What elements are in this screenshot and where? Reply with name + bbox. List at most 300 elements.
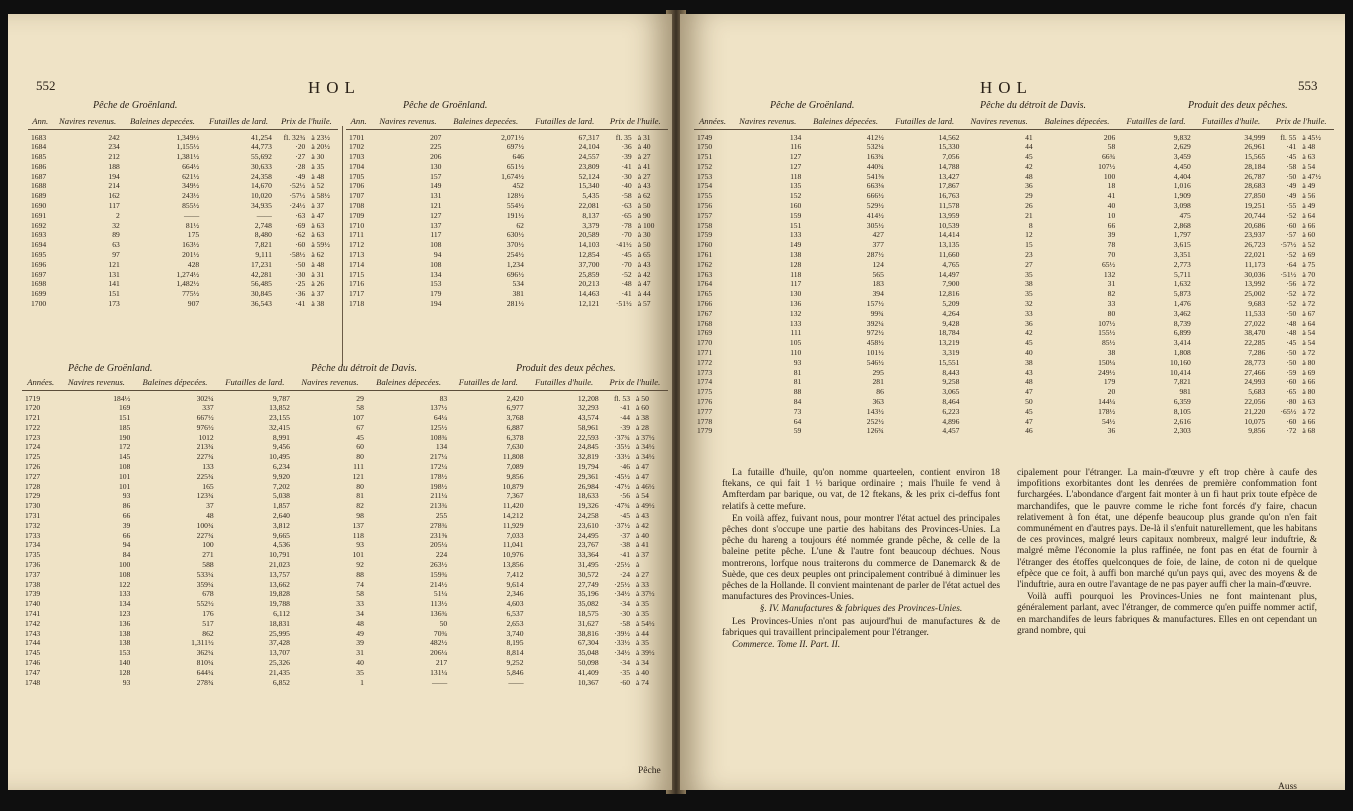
table-cell: à 64 [1302, 318, 1316, 328]
table-cell: 227¾ [196, 452, 214, 462]
table-cell: ·27 [295, 152, 306, 162]
paragraph: La futaille d'huile, qu'on nomme quarteelen, contient environ 18 ftekans, ce qui fait 1 ½ barique ordinaire ; mais l'huile fe vend à Amfterdam par barique, ou vat, de 12 ftekans, & les prix ci-deffus font relatifs à cette mefure. [722, 468, 1000, 512]
table-cell: ·40 [621, 181, 632, 191]
table-cell: 666½ [866, 191, 884, 201]
table-cell: ·49 [1286, 181, 1297, 191]
table-row [346, 270, 668, 280]
table-cell: 38 [1025, 357, 1033, 367]
table-cell: à 40 [636, 530, 649, 540]
year-cell: 1757 [697, 210, 713, 220]
table-cell: 21 [1025, 210, 1033, 220]
table-cell: 907 [187, 299, 200, 309]
table-cell: à 49 [1302, 201, 1316, 211]
year-cell: 1762 [697, 259, 713, 269]
table-cell: ·34½ [614, 589, 630, 599]
table-cell: 58 [356, 589, 364, 599]
table-cell: 151 [789, 220, 802, 230]
table-cell: à 27 [637, 152, 651, 162]
year-cell: 1740 [25, 599, 41, 609]
table-cell: ·50 [1286, 171, 1297, 181]
table-row [694, 230, 1334, 240]
paragraph: En voilà affez, fuivant nous, pour montrer l'état actuel des principales pêches dont s'occupe une partie des habitans des Provinces-Unies. La pêche du hareng a toujours été nommée grande pêche, & celle de la baleine petite pêche. L'une & l'autre font beaucoup déchues. Nous montrerons, lorfque nous traiterons du commerce de Danemarck & de Suède, que ces deux peuples ont principalement contribué à diminuer les pêches de la Hollande. Il convient maintenant de parler de l'état actuel des manufactures des Provinces-Unies. [722, 513, 1000, 603]
table-cell: 252½ [866, 416, 884, 426]
col-header: Navires revenus. [59, 378, 133, 390]
table-cell: ·58 [621, 191, 632, 201]
table-cell: 11,041 [502, 540, 524, 550]
table-cell: 278¾ [196, 677, 214, 687]
table-cell: 630½ [506, 230, 524, 240]
table-row [346, 142, 668, 152]
table-cell: ·60 [1286, 220, 1297, 230]
table-row [22, 619, 668, 629]
year-cell: 1706 [349, 181, 365, 191]
table-cell: 108 [430, 240, 442, 250]
table-cell: à 35 [311, 161, 325, 171]
year-cell: 1688 [31, 181, 47, 191]
table-cell: 13,707 [269, 648, 290, 658]
year-cell: 1765 [697, 289, 713, 299]
table-cell: 81 [356, 491, 364, 501]
table-cell: 7,900 [942, 279, 960, 289]
table-cell: 117 [430, 230, 442, 240]
table-cell: à 44 [636, 628, 649, 638]
table-cell: 13,959 [938, 210, 960, 220]
table-cell: à 72 [1302, 406, 1316, 416]
table-row [22, 609, 668, 619]
table-cell: 271 [202, 550, 214, 560]
table-cell: 349½ [182, 181, 200, 191]
table-cell: ·58 [619, 618, 630, 628]
year-cell: 1756 [697, 201, 713, 211]
table-cell: ·36 [621, 142, 632, 152]
table-cell: 82 [1107, 289, 1116, 299]
table-cell: ·80 [1286, 397, 1297, 407]
table-cell: 62 [516, 220, 524, 230]
table-cell: à 34½ [636, 452, 655, 462]
table-cell: ·49 [1286, 191, 1297, 201]
table-row [22, 599, 668, 609]
table-cell: ·33½ [614, 452, 630, 462]
year-cell: 1713 [349, 250, 365, 260]
table-cell: à 34½ [636, 442, 655, 452]
table-cell: 428 [187, 259, 200, 269]
table-cell: 27,850 [1244, 191, 1266, 201]
year-cell: 1773 [697, 367, 713, 377]
table-cell: à 47 [636, 462, 649, 472]
table-cell: 1,381½ [176, 152, 200, 162]
table-cell: 40 [1107, 201, 1116, 211]
table-cell: 27,022 [1244, 318, 1266, 328]
table-cell: 11,808 [502, 452, 524, 462]
table-cell: 32 [112, 220, 120, 230]
table-cell: 14,212 [502, 511, 524, 521]
year-cell: 1745 [25, 648, 41, 658]
table-cell: 13,757 [269, 569, 290, 579]
year-cell: 1768 [697, 318, 713, 328]
table-cell: ·52 [1286, 250, 1297, 260]
table-cell: 33 [356, 599, 364, 609]
table-cell: 136 [789, 299, 802, 309]
running-head: HOL [308, 78, 361, 97]
table-cell: 475 [1179, 210, 1191, 220]
table-cell: 118 [790, 269, 802, 279]
table-cell: 144¼ [1098, 397, 1116, 407]
table-cell: 153 [430, 279, 442, 289]
table-cell: 976½ [196, 422, 214, 432]
table-cell: 58 [356, 403, 364, 413]
table-cell: à 30 [311, 152, 325, 162]
table-cell: 43,574 [577, 413, 599, 423]
table-row [28, 152, 338, 162]
table-cell: 31 [356, 648, 364, 658]
year-cell: 1692 [31, 220, 47, 230]
table-cell: 22,593 [577, 432, 599, 442]
table-cell: 67 [356, 422, 364, 432]
col-header: Baleines dépecées. [367, 378, 450, 390]
table-row [28, 191, 338, 201]
table-cell: 44 [1025, 142, 1033, 152]
table-cell: 36 [1107, 426, 1116, 436]
table-row [694, 152, 1334, 162]
table-cell: ·51½ [1280, 269, 1297, 279]
table-cell: à 37½ [636, 432, 655, 442]
table-cell: ·35 [619, 667, 630, 677]
table-cell: 188 [108, 161, 120, 171]
table-row [28, 162, 338, 172]
table-row [22, 433, 668, 443]
col-header: Futailles de lard. [202, 117, 275, 129]
table-cell: 29 [1025, 191, 1033, 201]
table-cell: fl. 55 [1280, 132, 1297, 142]
table-cell: ·41 [619, 550, 630, 560]
table-cell: 9,614 [506, 579, 524, 589]
table-cell: 100¾ [196, 520, 214, 530]
whaling-table-1683-1700 [28, 117, 338, 309]
table-cell: 541⅜ [866, 171, 884, 181]
table-cell: 24,993 [1244, 377, 1266, 387]
table-cell: ·58 [1286, 161, 1297, 171]
table-row [28, 240, 338, 250]
table-cell: 100 [1103, 171, 1116, 181]
year-cell: 1778 [697, 416, 713, 426]
table-cell: 41 [1025, 132, 1033, 142]
table-cell: ·56 [619, 491, 630, 501]
year-cell: 1709 [349, 210, 365, 220]
table-cell: 124 [872, 259, 884, 269]
year-cell: 1775 [697, 387, 713, 397]
table-cell: 17,867 [938, 181, 960, 191]
year-cell: 1741 [25, 609, 41, 619]
table-cell: 11,660 [938, 250, 960, 260]
table-cell: 33 [1025, 308, 1033, 318]
table-cell: 70 [1107, 250, 1116, 260]
left-page [8, 14, 672, 790]
table-cell: 981 [1179, 387, 1191, 397]
table-cell: 2,303 [1173, 426, 1191, 436]
table-cell: 110 [790, 348, 802, 358]
table-cell: à 44 [637, 289, 651, 299]
table-cell: à 27 [636, 569, 649, 579]
table-cell: ·63 [621, 201, 632, 211]
table-cell: 278¾ [430, 520, 448, 530]
table-cell: 249½ [1098, 367, 1116, 377]
table-cell: 36 [1025, 181, 1033, 191]
table-cell: 140 [118, 658, 131, 668]
table-cell: 36,543 [251, 299, 272, 309]
table-cell: ·65½ [1280, 406, 1297, 416]
table-cell: 664½ [182, 161, 200, 171]
table-cell: à 67 [1302, 308, 1316, 318]
table-cell: à 23½ [311, 132, 330, 142]
table-cell: 6,234 [272, 462, 290, 472]
table-cell: 50 [1025, 397, 1033, 407]
table-cell: 3,462 [1173, 308, 1191, 318]
table-cell: ·34 [619, 658, 630, 668]
table-cell: 45 [1025, 406, 1033, 416]
table-row [22, 570, 668, 580]
table-cell: 22,285 [1244, 338, 1266, 348]
year-cell: 1720 [25, 403, 41, 413]
table-row [346, 181, 668, 191]
table-cell: 18,784 [938, 328, 960, 338]
col-header: Baleines dépecées. [133, 378, 216, 390]
table-cell: ·41 [1286, 142, 1297, 152]
table-cell: 12,121 [578, 299, 600, 309]
table-row [694, 221, 1334, 231]
table-cell: 38 [1107, 348, 1116, 358]
table-cell: ·48 [1286, 328, 1297, 338]
table-cell: 32,819 [577, 452, 599, 462]
table-cell: 663⅛ [866, 181, 884, 191]
table-cell: ·33½ [614, 638, 630, 648]
table-cell: 80 [356, 452, 364, 462]
table-cell: 111 [353, 462, 364, 472]
table-cell: 58,961 [577, 422, 599, 432]
table-cell: 136¾ [430, 609, 448, 619]
table-header-row [28, 117, 338, 129]
table-cell: 38,470 [1244, 328, 1266, 338]
table-cell: fl. 35 [615, 132, 632, 142]
table-row [346, 162, 668, 172]
table-cell: 10,879 [502, 481, 524, 491]
table-row [22, 462, 668, 472]
year-cell: 1701 [349, 132, 365, 142]
table-row [346, 289, 668, 299]
table-cell: 1,857 [272, 501, 290, 511]
table-cell: 2,629 [1173, 142, 1191, 152]
table-cell: 37 [206, 501, 214, 511]
table-cell: à 20½ [311, 142, 330, 152]
table-cell: 157½ [866, 299, 884, 309]
table-cell: 8,814 [506, 648, 524, 658]
year-cell: 1766 [697, 299, 713, 309]
table-row [22, 550, 668, 560]
table-cell: ·57½ [1280, 240, 1297, 250]
table-cell: 10,367 [577, 677, 599, 687]
whaling-table-1701-1718 [346, 117, 668, 309]
table-cell: 128½ [506, 191, 524, 201]
table-cell: ·45 [1286, 152, 1297, 162]
table-cell: 40 [1025, 348, 1033, 358]
table-cell: 370½ [506, 240, 524, 250]
table-cell: 117 [108, 201, 120, 211]
table-cell: 646 [512, 152, 524, 162]
table-cell: à 47½ [1302, 171, 1321, 181]
table-row [694, 338, 1334, 348]
table-row [694, 250, 1334, 260]
table-cell: 21,023 [269, 560, 290, 570]
col-header: Navires revenus. [293, 378, 367, 390]
table-cell: ·59 [1286, 367, 1297, 377]
table-cell: 63 [112, 240, 120, 250]
table-cell: à 47 [637, 279, 651, 289]
table-cell: 1,155½ [176, 142, 200, 152]
table-cell: 2,773 [1173, 259, 1191, 269]
table-cell: 25,859 [578, 269, 600, 279]
table-cell: ·50 [1286, 308, 1297, 318]
table-cell: 39 [122, 520, 131, 530]
table-cell: 22,081 [578, 201, 600, 211]
table-cell: 6,359 [1173, 397, 1191, 407]
table-cell: 50,098 [577, 658, 599, 668]
table-cell: 70¾ [433, 628, 448, 638]
year-cell: 1712 [349, 240, 365, 250]
table-cell: 178½ [1098, 406, 1116, 416]
year-cell: 1686 [31, 161, 47, 171]
table-cell: 27,466 [1244, 367, 1266, 377]
table-cell: 131 [108, 269, 120, 279]
table-row [694, 191, 1334, 201]
table-cell: ·37 [619, 530, 630, 540]
table-cell: 128 [118, 667, 131, 677]
table-cell: 26,961 [1244, 142, 1266, 152]
table-cell: ·70 [621, 259, 632, 269]
table-cell: 28,773 [1244, 357, 1266, 367]
table-cell: 143½ [866, 406, 884, 416]
table-cell: 24,557 [578, 152, 600, 162]
table-cell: fl. 32¾ [283, 132, 306, 142]
table-cell: 15,340 [578, 181, 600, 191]
table-cell: 7,286 [1248, 348, 1266, 358]
table-row [346, 201, 668, 211]
table-cell: 24,104 [578, 142, 600, 152]
table-cell: 30,036 [1244, 269, 1266, 279]
table-cell: 41 [1107, 191, 1116, 201]
table-cell: 132 [789, 308, 802, 318]
col-header: Prix de l'huile. [1268, 117, 1334, 129]
table-cell: 126¾ [866, 426, 884, 436]
table-cell: 30,633 [251, 161, 272, 171]
table-cell: 305½ [866, 220, 884, 230]
table-cell: 165 [202, 481, 214, 491]
paragraph: Les Provinces-Unies n'ont pas aujourd'hui de manufactures & de fabriques qui travaillent principalement pour l'étranger. [722, 616, 1000, 638]
table-cell: 121 [108, 259, 120, 269]
table-cell: 33,364 [577, 550, 599, 560]
table-row [22, 531, 668, 541]
table-cell: 10 [1107, 210, 1116, 220]
table-cell: ·20 [295, 142, 306, 152]
table-cell: ·69 [295, 220, 306, 230]
table-row [28, 270, 338, 280]
table-cell: à 50 [636, 393, 649, 403]
table-cell: 14,670 [251, 181, 272, 191]
year-cell: 1716 [349, 279, 365, 289]
table-cell: 18,633 [577, 491, 599, 501]
table-cell: à 48 [311, 171, 325, 181]
table-cell: 19,326 [577, 501, 599, 511]
table-cell: 159 [789, 210, 802, 220]
table-cell: à 40 [637, 142, 651, 152]
table-cell: 22,021 [1244, 250, 1266, 260]
table-cell: 667½ [196, 413, 214, 423]
table-row [22, 442, 668, 452]
table-cell: 21,220 [1244, 406, 1266, 416]
table-cell: 125½ [430, 422, 448, 432]
table-cell: ·62 [295, 230, 306, 240]
table-cell: 80 [356, 481, 364, 491]
table-cell: 35 [1025, 269, 1033, 279]
table-cell: 302¼ [196, 393, 214, 403]
table-cell: 131 [430, 191, 442, 201]
table-cell: à 47 [311, 210, 325, 220]
table-row [346, 230, 668, 240]
column-divider [342, 126, 343, 366]
table-cell: 60 [356, 442, 364, 452]
table-cell: à 48 [311, 259, 325, 269]
table-cell: 1012 [198, 432, 214, 442]
table-cell: 184½ [113, 393, 131, 403]
table-cell: 34,999 [1244, 132, 1266, 142]
table-cell: 47 [1025, 387, 1033, 397]
table-cell: 32 [1025, 299, 1033, 309]
table-cell: 213¾ [430, 501, 448, 511]
year-cell: 1779 [697, 426, 713, 436]
table-cell: 8,195 [506, 638, 524, 648]
table-cell: 3,414 [1173, 338, 1191, 348]
table-cell: à 66 [1302, 377, 1316, 387]
table-cell: 28,184 [1244, 161, 1266, 171]
year-cell: 1755 [697, 191, 713, 201]
table-cell: à 65 [637, 250, 651, 260]
table-cell: ·39 [621, 152, 632, 162]
table-cell: 35,196 [577, 589, 599, 599]
table-cell: 35,082 [577, 599, 599, 609]
table-cell: ·52 [1286, 289, 1297, 299]
table-cell: à [636, 560, 640, 570]
table-row [22, 472, 668, 482]
table-cell: 179 [430, 289, 442, 299]
table-cell: 1,632 [1173, 279, 1191, 289]
table-cell: 172 [118, 442, 131, 452]
table-cell: 37,700 [578, 259, 600, 269]
table-title: Pêche de Groënland. [403, 100, 488, 111]
table-cell: 3,379 [582, 220, 600, 230]
table-cell: à 47 [636, 471, 649, 481]
table-cell: 151 [118, 413, 131, 423]
table-cell: 43 [1025, 367, 1033, 377]
table-cell: 138 [118, 628, 131, 638]
table-cell: 123 [118, 609, 131, 619]
table-cell: 23,809 [578, 161, 600, 171]
table-cell: 4,765 [942, 259, 960, 269]
table-cell: à 66 [1302, 220, 1316, 230]
table-cell: à 46½ [636, 481, 655, 491]
table-cell: 212 [108, 152, 120, 162]
table-cell: 810¼ [196, 658, 214, 668]
table-cell: 2,071½ [501, 132, 524, 142]
table-cell: 392¼ [866, 318, 884, 328]
table-cell: à 39½ [636, 648, 655, 658]
